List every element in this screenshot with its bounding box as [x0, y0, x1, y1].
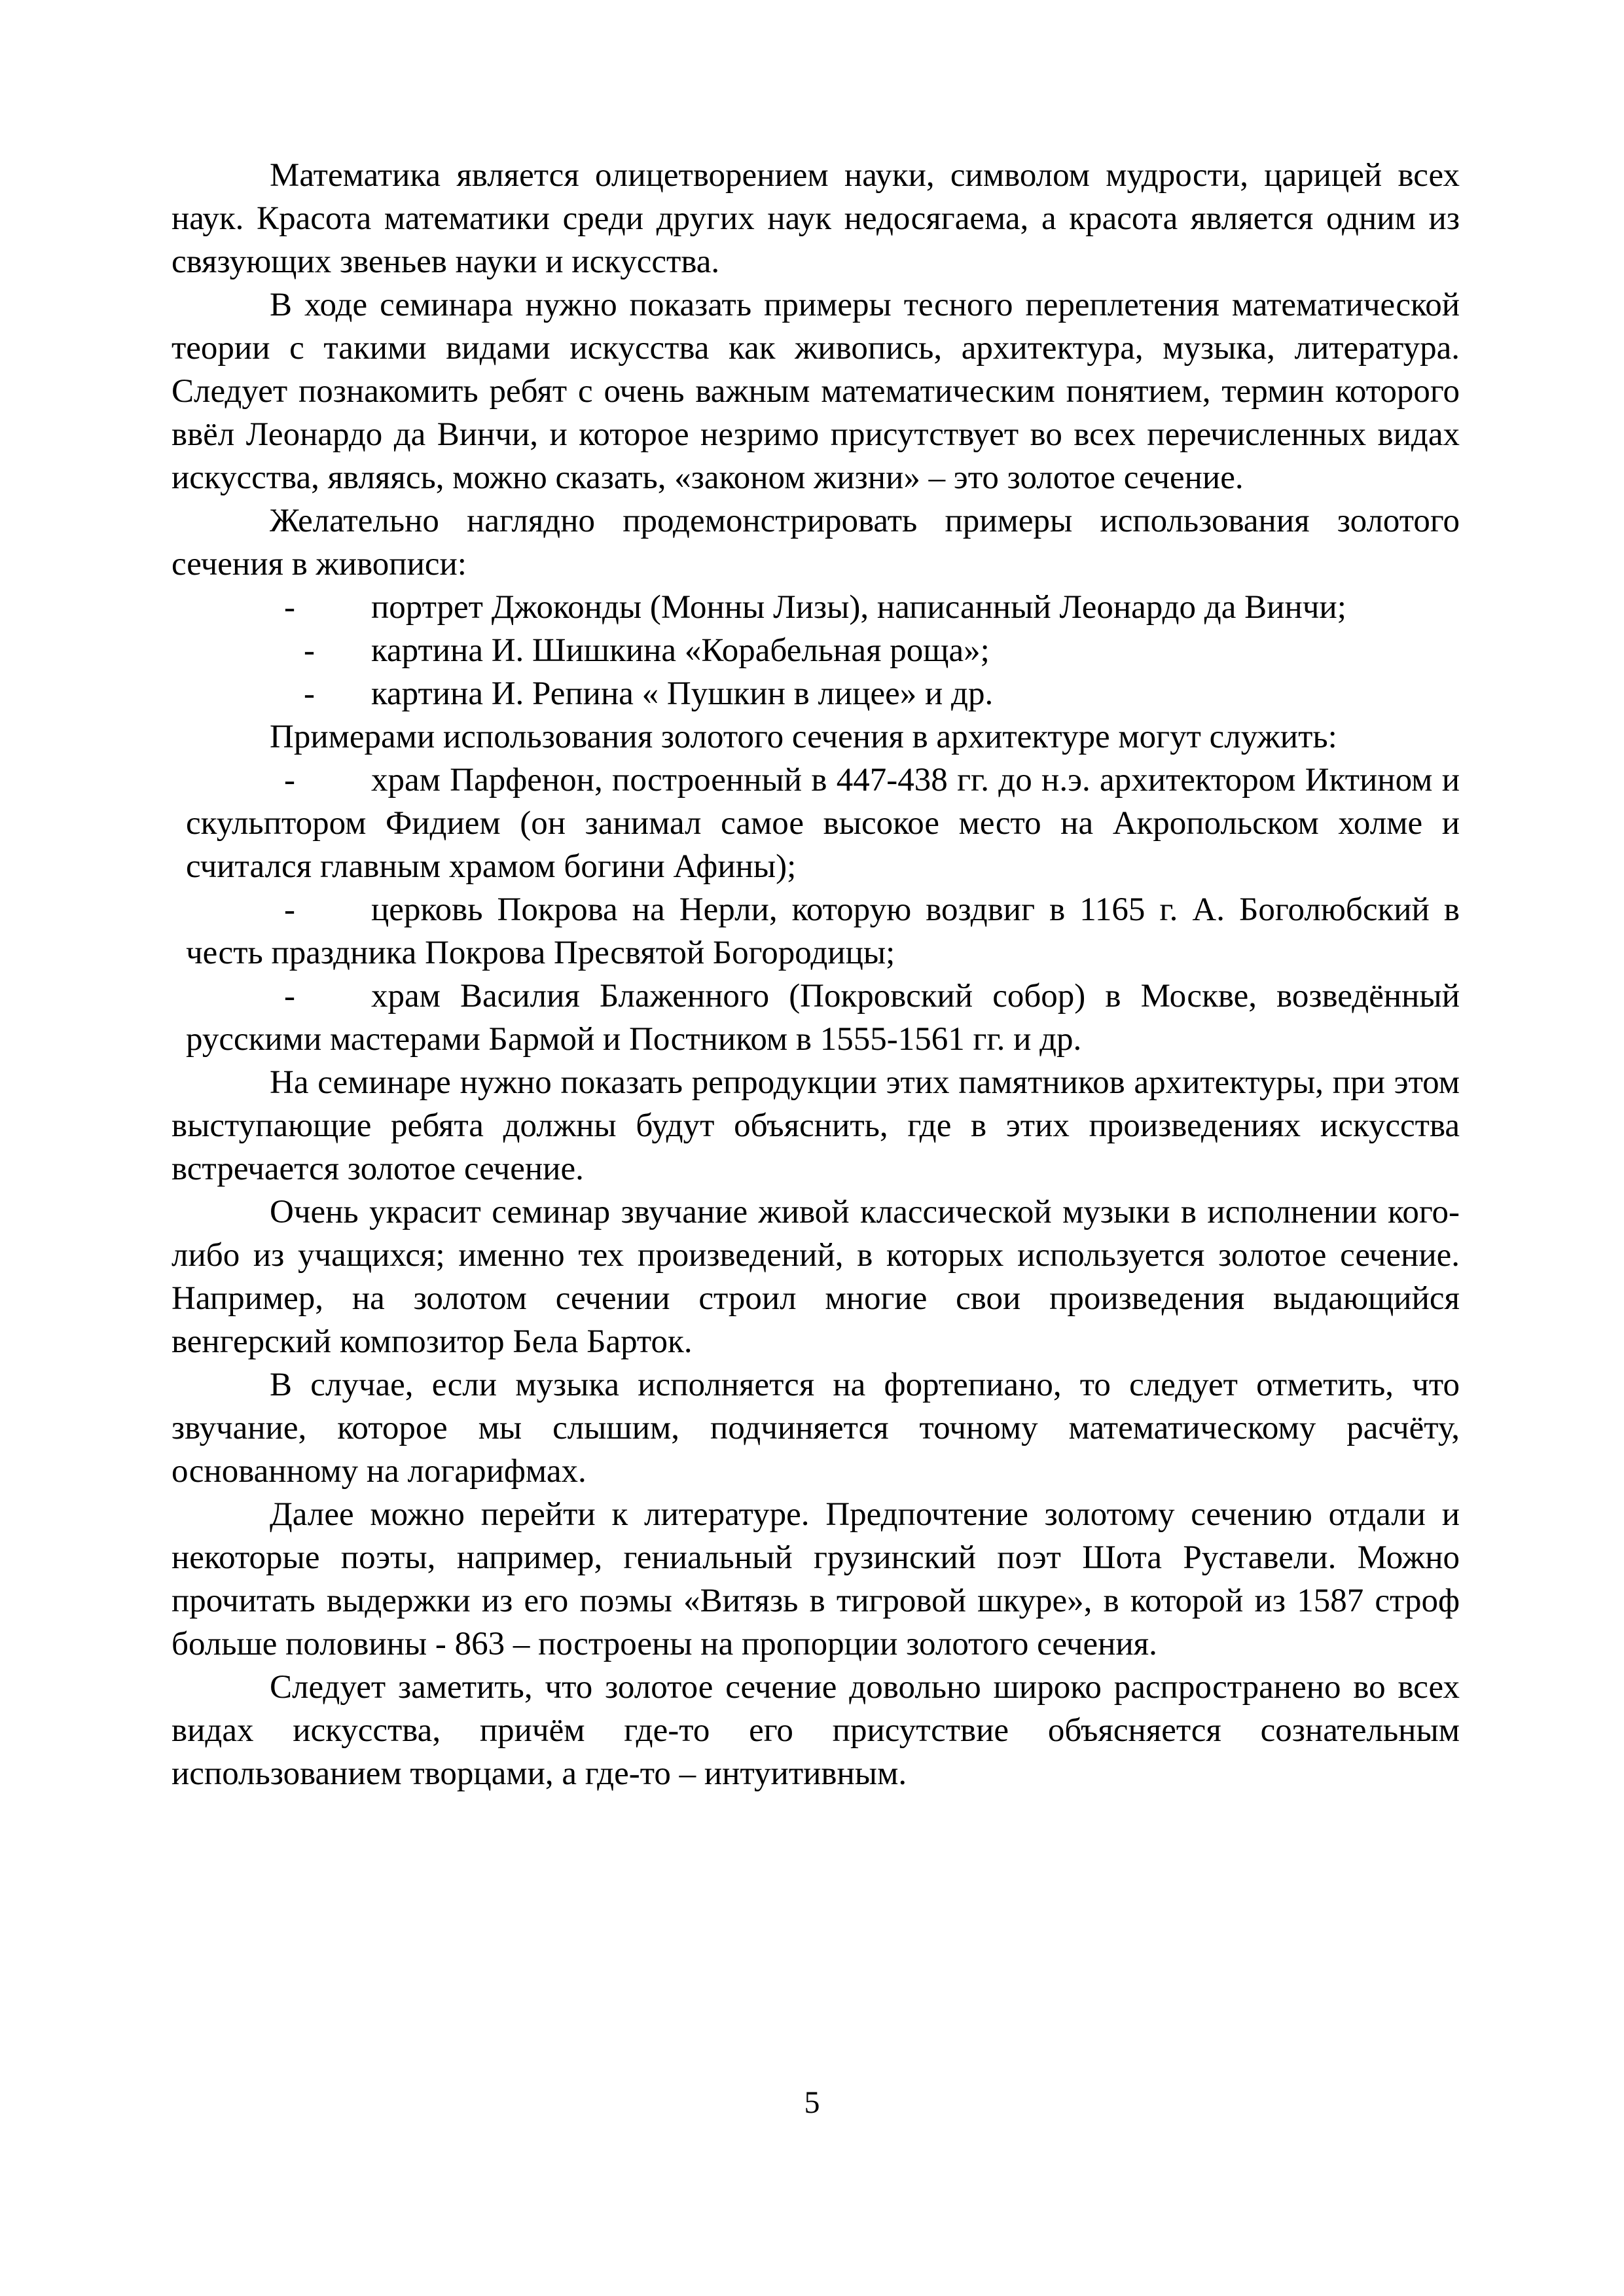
list-item-text: картина И. Репина « Пушкин в лицее» и др. — [371, 675, 994, 712]
bullet-dash: - — [304, 632, 315, 669]
paragraph-architecture-reproductions: На семинаре нужно показать репродукции этих памятников архитектуры, при этом выступающие ребята должны будут объяснить, где в этих произведениях искусства встречается золотое сечение. — [171, 1064, 1460, 1187]
list-item-text: церковь Покрова на Нерли, которую воздвиг в 1165 г. А. Боголюбский в честь праздника Покрова Пресвятой Богородицы; — [186, 891, 1460, 971]
list-item — [171, 586, 1460, 629]
bullet-dash: - — [284, 762, 295, 798]
list-item — [171, 975, 1460, 1061]
list-item-text: картина И. Шишкина «Корабельная роща»; — [371, 632, 990, 669]
paragraph-seminar-goals: В ходе семинара нужно показать примеры тесного переплетения математической теории с такими видами искусства как живопись, архитектура, музыка, литература. Следует познакомить ребят с очень важным математическим понятием, термин которого ввёл Леонардо да Винчи, и которое незримо присутствует во всех перечисленных видах искусства, являясь, можно сказать, «законом жизни» – это золотое сечение. — [171, 287, 1460, 496]
paragraph-architecture-intro: Примерами использования золотого сечения в архитектуре могут служить: — [270, 719, 1337, 755]
bullet-dash: - — [304, 675, 315, 712]
list-item — [171, 759, 1460, 888]
architecture-examples-list — [171, 759, 1460, 1061]
page-number: 5 — [804, 2085, 820, 2120]
list-item-text: храм Василия Блаженного (Покровский собор) в Москве, возведённый русскими мастерами Бармой и Постником в 1555-1561 гг. и др. — [186, 978, 1460, 1058]
paragraph-piano: В случае, если музыка исполняется на фортепиано, то следует отметить, что звучание, которое мы слышим, подчиняется точному математическому расчёту, основанному на логарифмах. — [171, 1367, 1460, 1490]
list-item-text: портрет Джоконды (Монны Лизы), написанный Леонардо да Винчи; — [371, 589, 1346, 626]
list-item — [171, 672, 1460, 715]
paragraph-mathematics-intro: Математика является олицетворением науки, символом мудрости, царицей всех наук. Красота математики среди других наук недосягаема, а красота является одним из связующих звеньев науки и искусства. — [171, 157, 1460, 280]
paragraph-literature: Далее можно перейти к литературе. Предпочтение золотому сечению отдали и некоторые поэты, например, гениальный грузинский поэт Шота Руставели. Можно прочитать выдержки из его поэмы «Витязь в тигровой шкуре», в которой из 1587 строф больше половины - 863 – построены на пропорции золотого сечения. — [171, 1496, 1460, 1662]
list-item-text: храм Парфенон, построенный в 447-438 гг. до н.э. архитектором Иктином и скульптором Фидием (он занимал самое высокое место на Акропольском холме и считался главным храмом богини Афины); — [186, 762, 1460, 885]
paragraph-painting-intro: Желательно наглядно продемонстрировать примеры использования золотого сечения в живописи: — [171, 503, 1460, 583]
list-item — [171, 888, 1460, 975]
document-body — [171, 154, 1460, 1795]
paragraph-conclusion: Следует заметить, что золотое сечение довольно широко распространено во всех видах искусства, причём где-то его присутствие объясняется сознательным использованием творцами, а где-то – интуитивным. — [171, 1669, 1460, 1792]
list-item — [171, 629, 1460, 672]
paragraph-music: Очень украсит семинар звучание живой классической музыки в исполнении кого-либо из учащихся; именно тех произведений, в которых используется золотое сечение. Например, на золотом сечении строил многие свои произведения выдающийся венгерский композитор Бела Барток. — [171, 1194, 1460, 1360]
bullet-dash: - — [284, 589, 295, 626]
bullet-dash: - — [284, 891, 295, 928]
bullet-dash: - — [284, 978, 295, 1014]
painting-examples-list — [171, 586, 1460, 715]
